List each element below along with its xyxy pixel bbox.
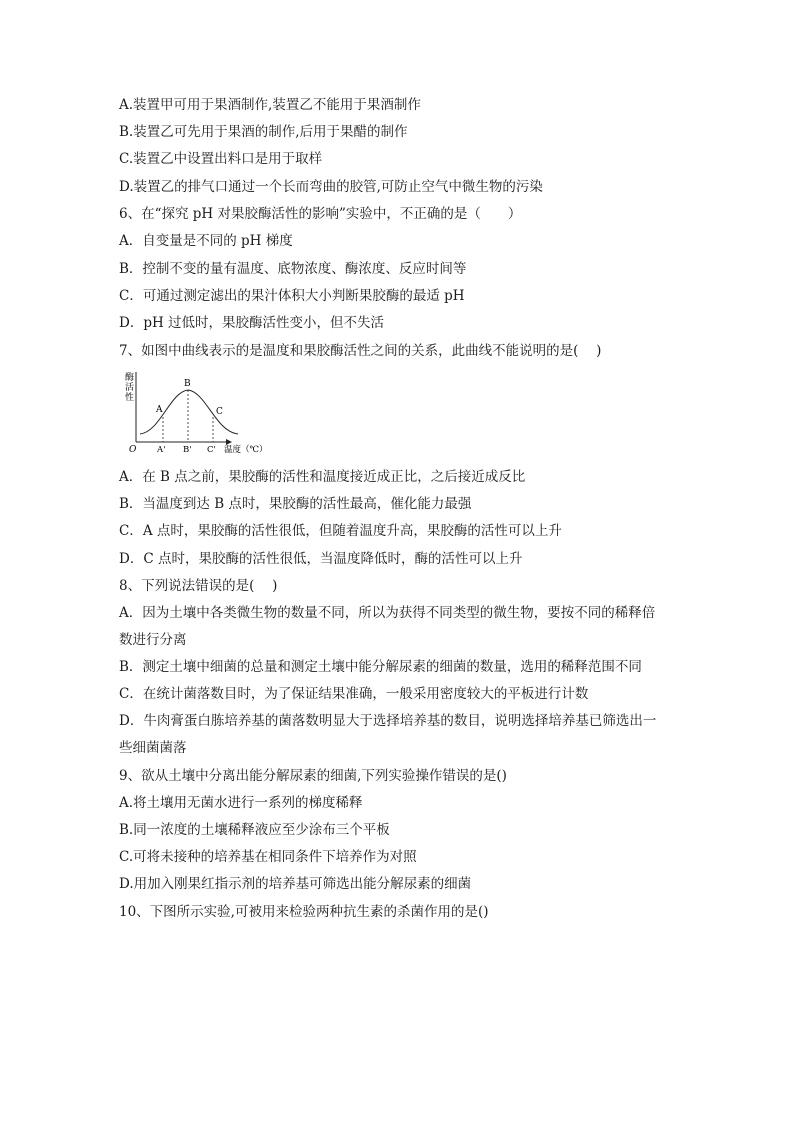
q9-option-c: C.可将未接种的培养基在相同条件下培养作为对照 <box>119 849 417 865</box>
q9-option-d: D.用加入刚果红指示剂的培养基可筛选出能分解尿素的细菌 <box>119 876 472 892</box>
q7-stem: 7、如图中曲线表示的是温度和果胶酶活性之间的关系，此曲线不能说明的是( ) <box>119 343 602 359</box>
q8-option-c: C．在统计菌落数目时，为了保证结果准确，一般采用密度较大的平板进行计数 <box>119 686 589 702</box>
enzyme-activity-figure <box>120 366 280 460</box>
q6-stem: 6、在“探究 pH 对果胶酶活性的影响”实验中，不正确的是（ ） <box>119 206 522 222</box>
y-label-char-2: 活 <box>125 383 135 393</box>
point-label-b: B <box>184 379 191 389</box>
q8-option-a: A．因为土壤中各类微生物的数量不同，所以为获得不同类型的微生物，要按不同的稀释倍 <box>119 605 656 621</box>
q5-option-d: D.装置乙的排气口通过一个长而弯曲的胶管,可防止空气中微生物的污染 <box>119 179 543 195</box>
q6-option-a: A．自变量是不同的 pH 梯度 <box>119 233 293 249</box>
q8-option-d: D．牛肉膏蛋白胨培养基的菌落数明显大于选择培养基的数目，说明选择培养基已筛选出一 <box>119 713 657 729</box>
x-axis-label: 温度（℃） <box>224 445 268 455</box>
q7-option-d: D．C 点时，果胶酶的活性很低，当温度降低时，酶的活性可以上升 <box>119 551 523 567</box>
q7-option-b: B．当温度到达 B 点时，果胶酶的活性最高，催化能力最强 <box>119 496 472 512</box>
q7-option-c: C．A 点时，果胶酶的活性很低，但随着温度升高，果胶酶的活性可以上升 <box>119 523 562 539</box>
q10-stem: 10、下图所示实验,可被用来检验两种抗生素的杀菌作用的是() <box>119 904 489 920</box>
q9-stem: 9、欲从土壤中分离出能分解尿素的细菌,下列实验操作错误的是() <box>119 768 507 784</box>
activity-curve <box>140 390 238 434</box>
q6-option-c: C．可通过测定滤出的果汁体积大小判断果胶酶的最适 pH <box>119 288 465 304</box>
tick-label-b: B' <box>183 445 192 455</box>
q5-option-b: B.装置乙可先用于果酒的制作,后用于果醋的制作 <box>119 124 408 140</box>
q5-option-c: C.装置乙中设置出料口是用于取样 <box>119 151 323 167</box>
q6-option-d: D．pH 过低时，果胶酶活性变小，但不失活 <box>119 315 385 331</box>
point-label-a: A <box>156 405 163 415</box>
y-label-char-1: 酶 <box>125 373 135 383</box>
q9-option-b: B.同一浓度的土壤稀释液应至少涂布三个平板 <box>119 822 390 838</box>
q8-stem: 8、下列说法错误的是( ) <box>119 578 278 594</box>
tick-label-c: C' <box>207 445 216 455</box>
q5-option-a: A.装置甲可用于果酒制作,装置乙不能用于果酒制作 <box>119 97 421 113</box>
q9-option-a: A.将土壤用无菌水进行一系列的梯度稀释 <box>119 795 363 811</box>
q8-option-d-cont: 些细菌菌落 <box>119 740 187 756</box>
y-label-char-3: 性 <box>125 393 135 403</box>
point-label-c: C <box>216 407 223 417</box>
tick-label-a: A' <box>157 445 166 455</box>
q6-option-b: B．控制不变的量有温度、底物浓度、酶浓度、反应时间等 <box>119 261 467 277</box>
q8-option-b: B．测定土壤中细菌的总量和测定土壤中能分解尿素的细菌的数量，选用的稀释范围不同 <box>119 659 642 675</box>
q7-option-a: A．在 B 点之前，果胶酶的活性和温度接近成正比，之后接近成反比 <box>119 469 526 485</box>
origin-label: O <box>129 445 137 455</box>
q8-option-a-cont: 数进行分离 <box>119 632 187 648</box>
